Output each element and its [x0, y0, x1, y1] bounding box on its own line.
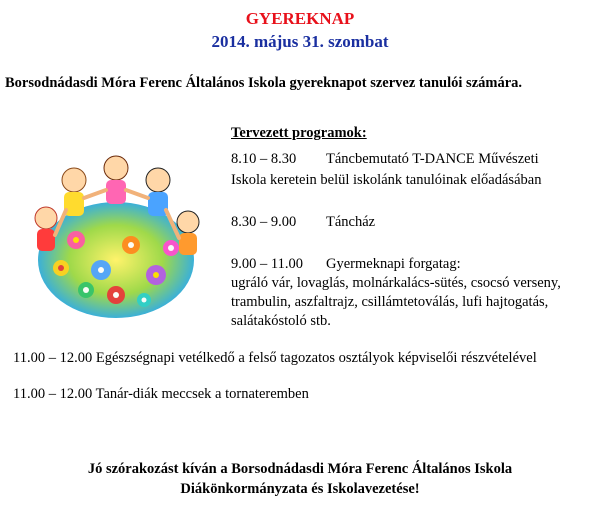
program-item-continuation: trambulin, aszfaltrajz, csillámtetoválás, lufi hajtogatás,: [231, 294, 549, 310]
children-globe-illustration: [16, 140, 216, 320]
program-heading: Tervezett programok:: [231, 125, 367, 141]
event-date: 2014. május 31. szombat: [211, 32, 389, 51]
extra-item: [13, 350, 537, 367]
intro-text: Borsodnádasdi Móra Ferenc Általános Iskola gyereknapot szervez tanulói számára.: [5, 75, 523, 91]
extra-time: 11.00 – 12.00: [13, 386, 93, 402]
program-time: 8.30 – 9.00: [231, 214, 297, 230]
extra-text: Egészségnapi vetélkedő a felső tagozatos osztályok képviselői részvételével: [95, 350, 537, 366]
closing-line: Jó szórakozást kíván a Borsodnádasdi Móra Ferenc Általános Iskola: [87, 461, 513, 477]
program-item-continuation: ugráló vár, lovaglás, molnárkalács-sütés, csocsó verseny,: [231, 275, 561, 291]
program-item-continuation: Iskola keretein belül iskolánk tanulóinak előadásában: [231, 172, 542, 188]
program-text: Táncbemutató T-DANCE Művészeti: [326, 151, 539, 167]
program-item: [231, 214, 375, 231]
program-time: 8.10 – 8.30: [231, 151, 297, 167]
extra-time: 11.00 – 12.00: [13, 350, 93, 366]
program-text: Táncház: [326, 214, 376, 230]
closing-line: Diákönkormányzata és Iskolavezetése!: [180, 481, 420, 497]
program-text: Gyermeknapi forgatag:: [326, 256, 461, 272]
extra-text: Tanár-diák meccsek a tornateremben: [95, 386, 309, 402]
program-item: [231, 151, 539, 168]
program-item-continuation: salátakóstoló stb.: [231, 313, 331, 329]
extra-item: [13, 386, 309, 403]
program-time: 9.00 – 11.00: [231, 256, 303, 272]
program-item: [231, 256, 461, 273]
page-title: GYEREKNAP: [245, 9, 355, 28]
